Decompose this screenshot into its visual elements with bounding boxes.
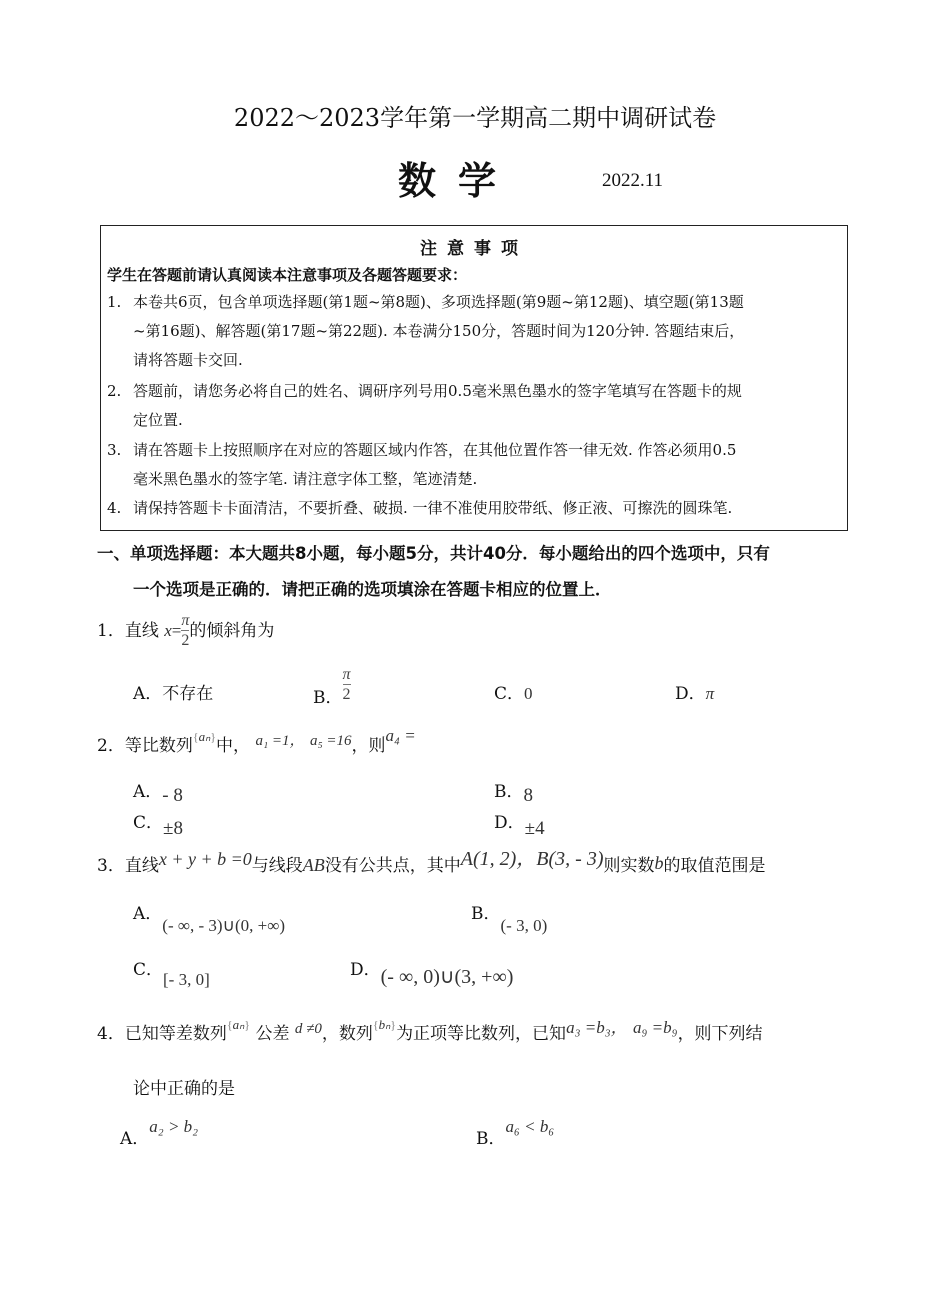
question-text: 的倾斜角为 — [189, 621, 275, 641]
segment-label: AB — [302, 855, 325, 875]
question-text: 直线 — [124, 621, 159, 641]
question-number: 4． — [97, 1024, 125, 1044]
sequence-term: bₙ — [378, 1017, 391, 1032]
math-variable: b — [654, 853, 664, 873]
option-text: (- ∞, 0)∪(3, +∞) — [380, 966, 514, 988]
q4-option-a[interactable] — [120, 1112, 199, 1149]
exam-date: 2022.11 — [602, 170, 664, 191]
notice-item-line: 定位置. — [133, 411, 183, 429]
option-label: C． — [133, 813, 164, 833]
question-text: ，则下列结 — [677, 1024, 763, 1044]
question-text: 没有公共点，其中 — [324, 856, 461, 876]
q4-option-b[interactable] — [476, 1112, 555, 1149]
sequence-term: aₙ — [198, 729, 211, 744]
q1-option-d[interactable] — [675, 679, 714, 704]
option-text: 不存在 — [162, 684, 214, 704]
q3-option-d[interactable] — [350, 959, 514, 988]
fraction-denominator: 2 — [342, 686, 351, 703]
q2-option-b[interactable] — [494, 781, 533, 807]
notice-item-line: 请保持答题卡卡面清洁，不要折叠、破损. 一律不准使用胶带纸、修正液、可擦洗的圆珠笔. — [133, 499, 733, 517]
condition: a₁ =1， — [255, 733, 305, 749]
option-text: (- ∞, - 3)∪(0, +∞) — [162, 916, 286, 935]
notice-item-number: 3. — [107, 441, 122, 459]
notice-item-line: 本卷共6页，包含单项选择题(第1题~第8题)、多项选择题(第9题~第12题)、填空题(第13题 — [133, 293, 744, 311]
exam-title: 2022～2023学年第一学期高二期中调研试卷 — [233, 104, 717, 132]
option-label: B． — [313, 688, 343, 708]
point-a: A(1, 2)， — [460, 848, 537, 870]
notice-item-number: 1. — [107, 293, 122, 311]
question-4 — [97, 1019, 763, 1044]
option-label: B． — [471, 904, 501, 924]
notice-item-line: 毫米黑色墨水的签字笔. 请注意字体工整，笔迹清楚. — [133, 470, 478, 488]
question-text: 则实数 — [603, 856, 655, 876]
section-heading-line2: 一个选项是正确的．请把正确的选项填涂在答题卡相应的位置上． — [133, 580, 612, 599]
condition: d ≠0 — [294, 1021, 322, 1037]
q3-option-c[interactable] — [133, 959, 210, 989]
question-number: 3． — [97, 856, 125, 876]
option-label: C． — [494, 684, 525, 704]
condition: a₅ =16 — [309, 733, 352, 749]
option-text: a₂ > b₂ — [149, 1117, 199, 1136]
question-text: 直线 — [124, 856, 159, 876]
notice-item-line: 请将答题卡交回. — [133, 351, 243, 369]
question-number: 2． — [97, 736, 125, 756]
q2-option-c[interactable] — [133, 808, 183, 839]
option-label: D． — [494, 813, 525, 833]
subject-title: 数学 — [398, 159, 519, 203]
q3-option-b[interactable] — [471, 903, 548, 935]
sequence-brace: } — [244, 1018, 251, 1032]
option-label: C． — [133, 960, 164, 980]
condition: a₉ =b₉ — [633, 1018, 678, 1037]
fraction-denominator: 2 — [181, 632, 190, 649]
question-text: 的取值范围是 — [663, 856, 766, 876]
option-text: a₆ < b₆ — [505, 1117, 555, 1136]
option-text: π — [705, 684, 715, 703]
point-b: B(3, - 3) — [536, 848, 604, 870]
question-number: 1． — [97, 621, 125, 641]
ask-term: a₄ = — [385, 726, 416, 745]
option-label: B． — [476, 1129, 506, 1149]
q3-option-a[interactable] — [133, 903, 286, 935]
question-text: ，则 — [351, 736, 386, 756]
notice-item-number: 2. — [107, 382, 122, 400]
option-text: [- 3, 0] — [163, 970, 210, 989]
sequence-brace: { — [372, 1018, 379, 1032]
notice-item-line: ~第16题)、解答题(第17题~第22题). 本卷满分150分，答题时间为120分钟. 答题结束后， — [133, 322, 745, 340]
q1-option-b[interactable] — [313, 666, 351, 708]
option-label: A． — [133, 904, 163, 924]
condition: a₃ =b₃， — [566, 1018, 628, 1037]
notice-item-line: 请在答题卡上按照顺序在对应的答题区域内作答，在其他位置作答一律无效. 作答必须用0.5 — [133, 441, 737, 459]
fraction-numerator: π — [342, 666, 351, 683]
option-text: ±4 — [524, 818, 545, 839]
question-text: 已知等差数列 — [124, 1024, 227, 1044]
option-text: 8 — [523, 785, 533, 806]
question-3 — [97, 848, 766, 877]
question-text: 中， — [216, 736, 251, 756]
question-text: 公差 — [255, 1024, 290, 1044]
question-text: 为正项等比数列，已知 — [396, 1024, 567, 1044]
math-fraction — [343, 666, 351, 705]
option-text: ±8 — [163, 818, 183, 839]
notice-intro: 学生在答题前请认真阅读本注意事项及各题答题要求： — [107, 266, 468, 284]
option-text: 0 — [524, 684, 533, 703]
notice-item-number: 4. — [107, 499, 122, 517]
option-label: D． — [675, 684, 706, 704]
math-variable: x — [164, 621, 172, 640]
option-label: B． — [494, 782, 524, 802]
sequence-brace: { — [192, 730, 199, 744]
option-label: A． — [120, 1129, 150, 1149]
question-2 — [97, 726, 416, 756]
math-equals: = — [171, 621, 182, 640]
question-text: ，数列 — [321, 1024, 373, 1044]
option-label: A． — [133, 684, 163, 704]
option-label: A． — [133, 782, 163, 802]
sequence-brace: { — [226, 1018, 233, 1032]
q1-option-c[interactable] — [494, 679, 533, 704]
fraction-numerator: π — [181, 612, 190, 629]
line-equation: x + y + b =0 — [158, 849, 252, 869]
q1-option-a[interactable] — [133, 679, 213, 704]
q2-option-d[interactable] — [494, 808, 545, 839]
sequence-brace: } — [390, 1018, 397, 1032]
sequence-brace: } — [210, 730, 217, 744]
option-label: D． — [350, 960, 381, 980]
question-1 — [97, 612, 274, 651]
option-text: - 8 — [162, 785, 183, 806]
question-text: 与线段 — [251, 856, 303, 876]
q2-option-a[interactable] — [133, 781, 183, 807]
question-text: 等比数列 — [124, 736, 193, 756]
notice-heading: 注意事项 — [420, 239, 528, 259]
section-heading-line1: 一、单项选择题：本大题共8小题，每小题5分，共计40分．每小题给出的四个选项中，只有 — [97, 544, 770, 563]
option-text: (- 3, 0) — [500, 916, 548, 935]
notice-box — [100, 225, 848, 531]
question-4-line2: 论中正确的是 — [133, 1079, 235, 1099]
sequence-term: aₙ — [232, 1017, 245, 1032]
notice-item-line: 答题前，请您务必将自己的姓名、调研序列号用0.5毫米黑色墨水的签字笔填写在答题卡的规 — [133, 382, 742, 400]
